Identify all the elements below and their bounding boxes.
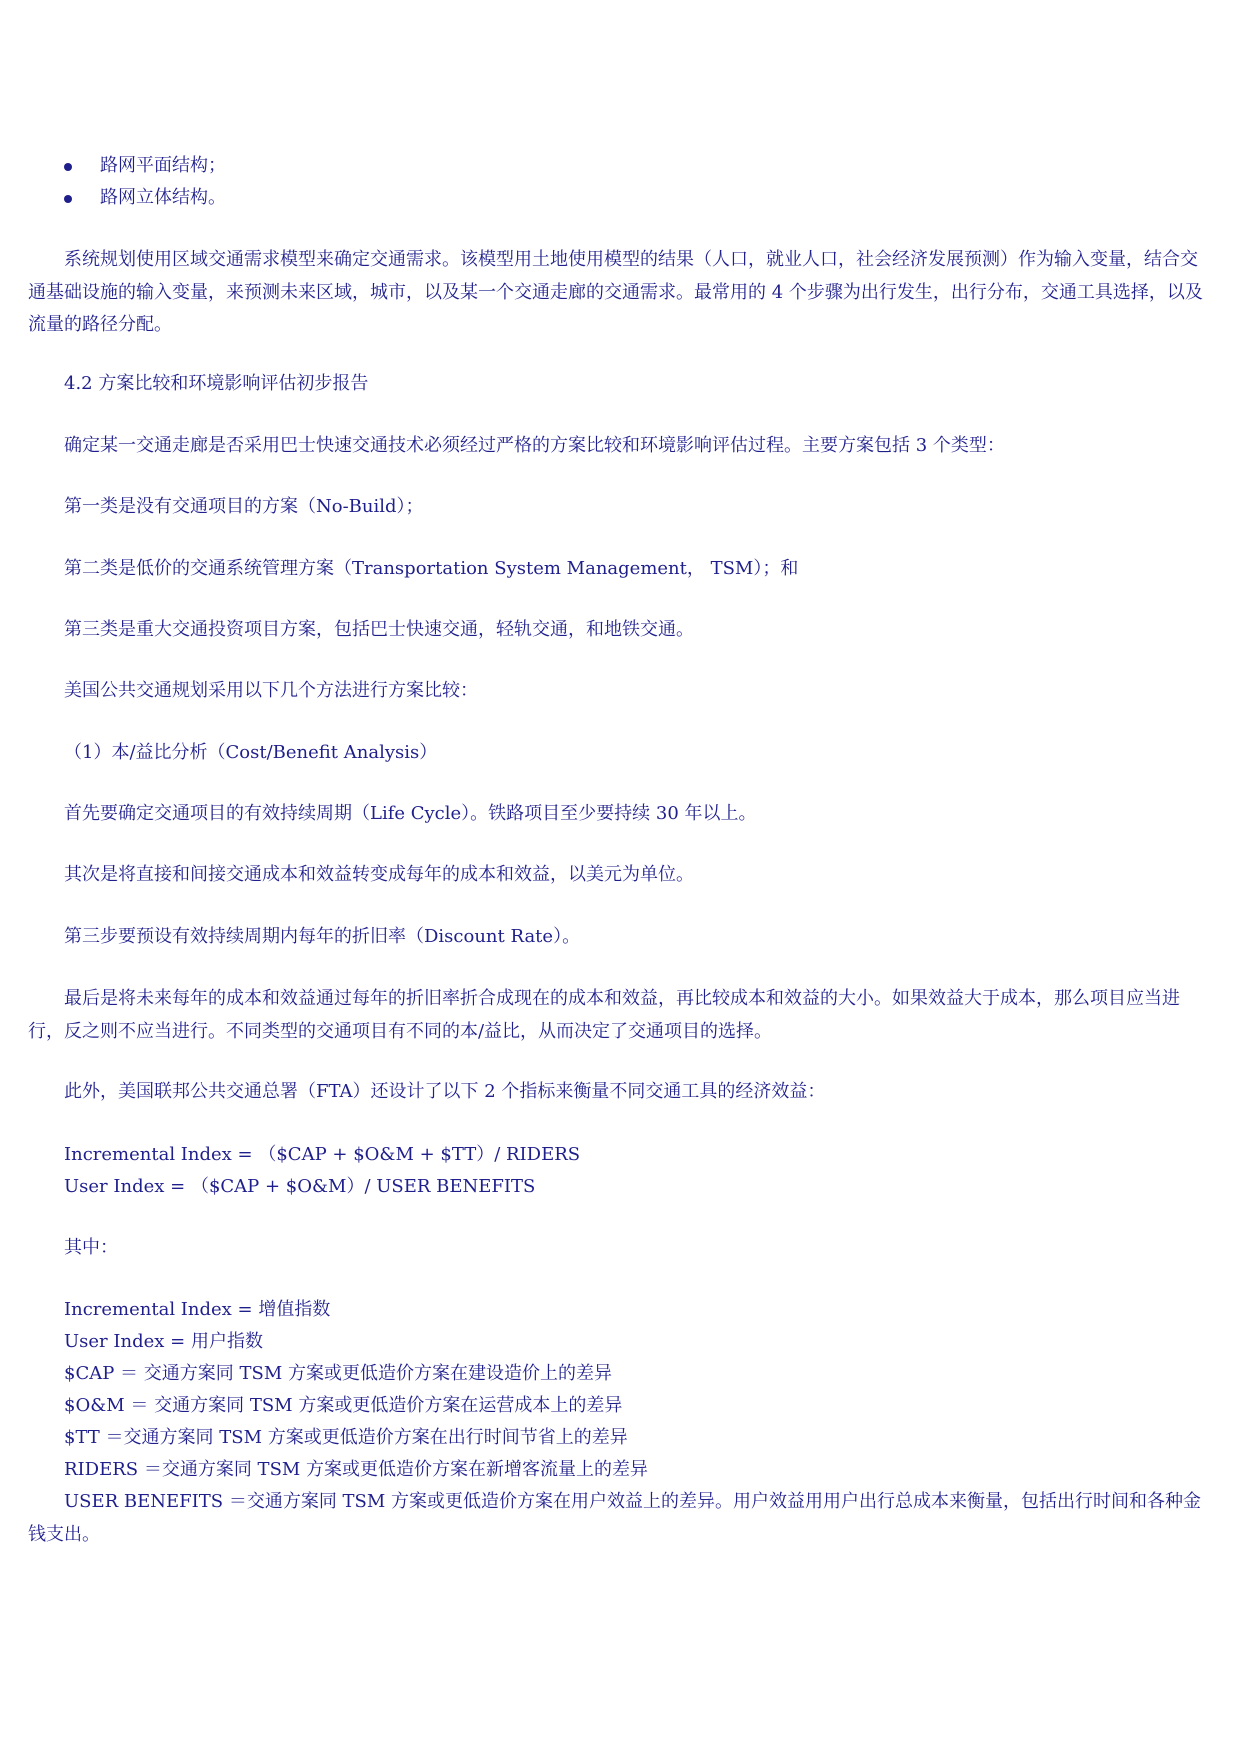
step-3: 第三步要预设有效持续周期内每年的折旧率（Discount Rate）。 [64,926,581,947]
fta-intro: 此外，美国联邦公共交通总署（FTA）还设计了以下 2 个指标来衡量不同交通工具的经济效益： [64,1081,826,1102]
paragraph-final: 最后是将未来每年的成本和效益通过每年的折旧率折合成现在的成本和效益，再比较成本和效益的大小。如果效益大于成本，那么项目应当进行，反之则不应当进行。不同类型的交通项目有不同的本/益比，从而决定了交通项目的选择。 [28,988,1180,1042]
step-1: 首先要确定交通项目的有效持续周期（Life Cycle）。铁路项目至少要持续 30 年以上。 [64,803,757,824]
definition-item: $TT ＝交通方案同 TSM 方案或更低造价方案在出行时间节省上的差异 [64,1427,628,1448]
section-heading: 4.2 方案比较和环境影响评估初步报告 [64,373,369,394]
step-2: 其次是将直接和间接交通成本和效益转变成每年的成本和效益，以美元为单位。 [64,864,694,885]
paragraph-system-planning: 系统规划使用区域交通需求模型来确定交通需求。该模型用土地使用模型的结果（人口，就业人口，社会经济发展预测）作为输入变量，结合交通基础设施的输入变量，来预测未来区域，城市，以及某一个交通走廊的交通需求。最常用的 4 个步骤为出行发生，出行分布，交通工具选择，以及流量的路径分配。 [28,249,1203,335]
where-label: 其中： [64,1237,118,1258]
definition-item: Incremental Index = 增值指数 [64,1299,331,1320]
methods-intro: 美国公共交通规划采用以下几个方法进行方案比较： [64,680,478,701]
definition-item: RIDERS ＝交通方案同 TSM 方案或更低造价方案在新增客流量上的差异 [64,1459,649,1480]
formula-user-index: User Index = （$CAP + $O&M）/ USER BENEFITS [64,1176,536,1197]
definition-item: $O&M ＝ 交通方案同 TSM 方案或更低造价方案在运营成本上的差异 [64,1395,623,1416]
type-1: 第一类是没有交通项目的方案（No-Build）； [64,496,424,517]
definition-user-benefits: USER BENEFITS ＝交通方案同 TSM 方案或更低造价方案在用户效益上的差异。用户效益用用户出行总成本来衡量，包括出行时间和各种金钱支出。 [28,1491,1202,1545]
bullet-icon [64,195,72,203]
definition-item: User Index = 用户指数 [64,1331,263,1352]
type-3: 第三类是重大交通投资项目方案，包括巴士快速交通，轻轨交通，和地铁交通。 [64,619,694,640]
formula-incremental-index: Incremental Index = （$CAP + $O&M + $TT）/ RIDERS [64,1144,581,1165]
bullet-item: 路网立体结构。 [100,187,226,208]
bullet-item: 路网平面结构； [100,155,226,176]
bullet-icon [64,163,72,171]
definition-item: $CAP ＝ 交通方案同 TSM 方案或更低造价方案在建设造价上的差异 [64,1363,612,1384]
type-2: 第二类是低价的交通系统管理方案（Transportation System Management， TSM）；和 [64,558,799,579]
method-1-title: （1）本/益比分析（Cost/Benefit Analysis） [64,742,438,763]
paragraph-intro: 确定某一交通走廊是否采用巴士快速交通技术必须经过严格的方案比较和环境影响评估过程。主要方案包括 3 个类型： [64,435,1005,456]
